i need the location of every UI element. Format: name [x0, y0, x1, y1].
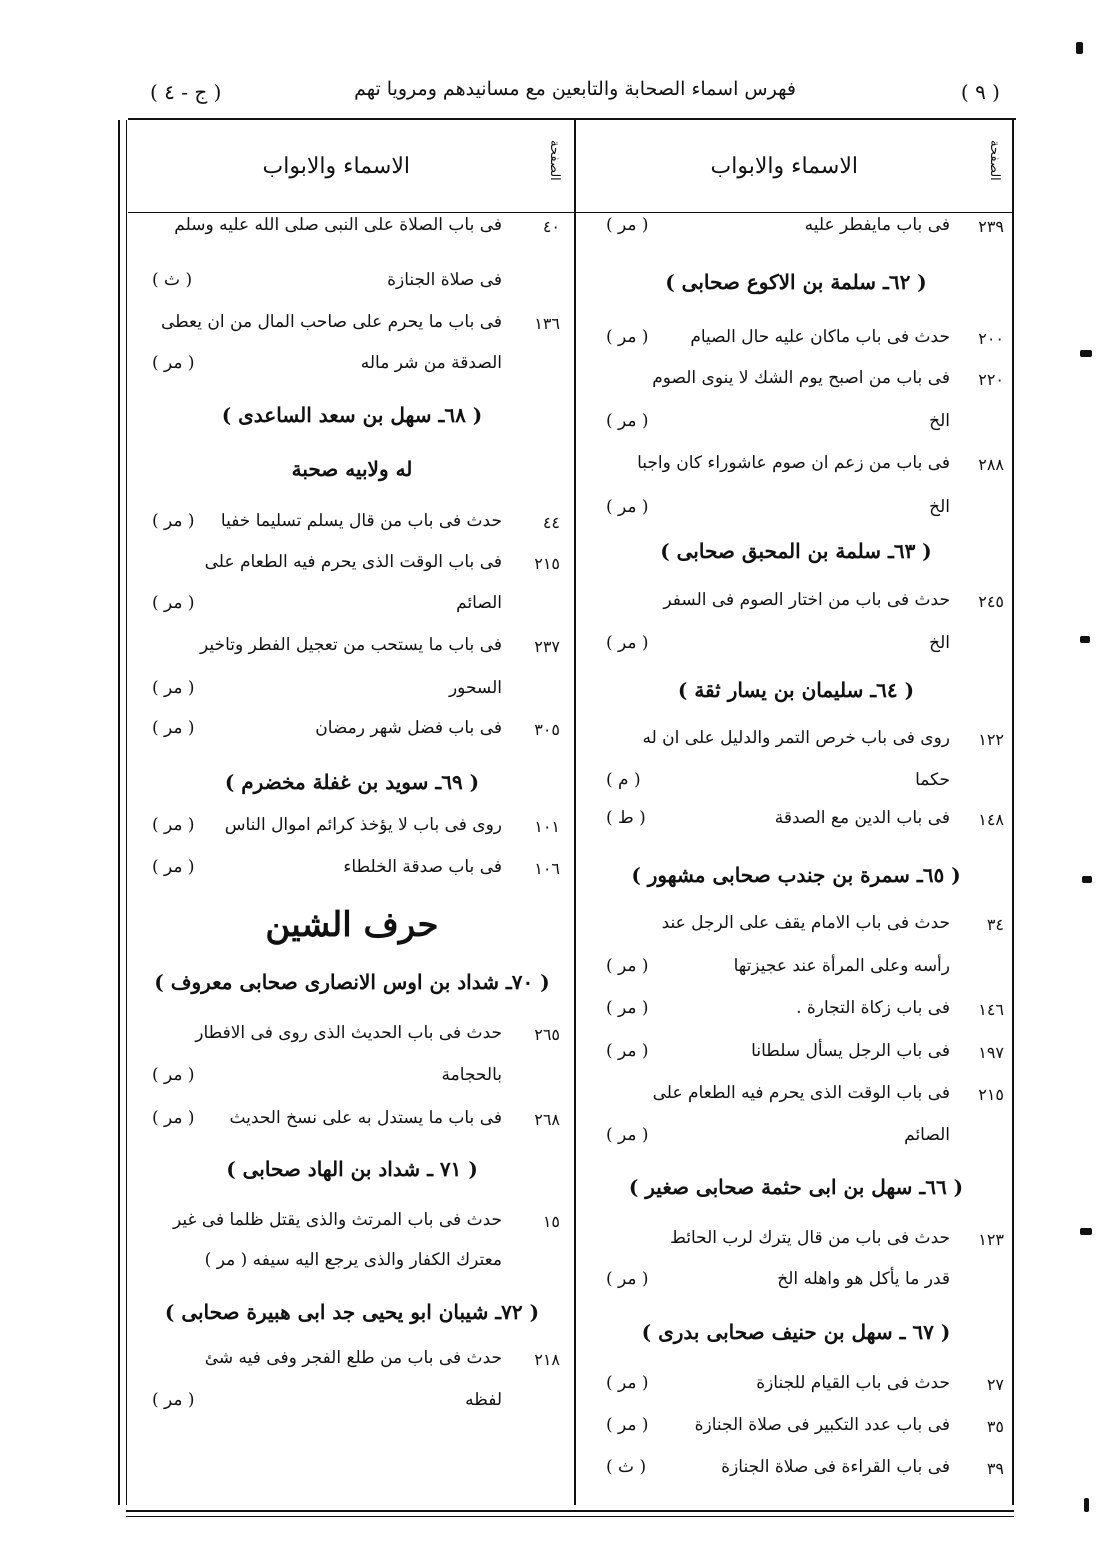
- source-tag: ( مر ): [152, 678, 195, 698]
- index-entry-continuation: [130, 678, 574, 708]
- entry-text: فى باب ما يستدل به على نسخ الحديث: [229, 1108, 502, 1128]
- section-title: ( ٦٥ـ سمرة بن جندب صحابى مشهور ): [631, 863, 961, 887]
- index-entry: [580, 453, 1012, 483]
- page-ref: ٢٤٥: [978, 592, 1004, 611]
- index-entry: [580, 215, 1012, 245]
- entry-text: فى باب القراءة فى صلاة الجنازة: [721, 1457, 950, 1477]
- page-ref: ٣٥: [986, 1417, 1004, 1436]
- entry-text: روى فى باب خرص التمر والدليل على ان له: [642, 728, 950, 748]
- index-entry: [130, 857, 574, 887]
- section-heading: [130, 970, 574, 1000]
- source-tag: ( ط ): [606, 808, 646, 828]
- entry-text: فى باب زكاة التجارة .: [796, 998, 950, 1018]
- index-entry: [580, 1415, 1012, 1445]
- column-title: الاسماء والابواب: [710, 154, 858, 179]
- source-tag: ( مر ): [606, 633, 649, 653]
- center-divider: [574, 120, 576, 1505]
- index-entry: [580, 998, 1012, 1028]
- letter-title: حرف الشين: [265, 905, 439, 945]
- source-tag: ( مر ): [152, 815, 195, 835]
- entry-text: الخ: [929, 497, 950, 517]
- page-ref: ٢٠٠: [978, 329, 1004, 348]
- index-entry-continuation: [130, 270, 574, 300]
- source-tag: ( مر ): [152, 718, 195, 738]
- index-entry: [130, 1023, 574, 1053]
- index-entry: [580, 1083, 1012, 1113]
- section-title: ( ٦٦ـ سهل بن ابى حثمة صحابى صغير ): [628, 1175, 964, 1199]
- index-entry: [130, 552, 574, 582]
- entry-text: قدر ما يأكل هو واهله الخ: [777, 1269, 950, 1289]
- left-border: [118, 120, 120, 1505]
- source-tag: ( مر ): [606, 1125, 649, 1145]
- bottom-rule-thin: [126, 1516, 1014, 1517]
- column-title: الاسماء والابواب: [262, 154, 410, 179]
- section-heading: [580, 863, 1012, 893]
- section-title: له ولابيه صحبة: [291, 457, 413, 481]
- page-ref: ٢٨٨: [978, 455, 1004, 474]
- page-number: ( ٩ ): [960, 80, 1000, 104]
- index-entry: [130, 718, 574, 748]
- page-ref: ٢١٨: [534, 1350, 560, 1369]
- source-tag: ( مر ): [606, 1373, 649, 1393]
- section-heading: [130, 1157, 574, 1187]
- left-border-inner: [126, 120, 127, 1505]
- source-tag: ( مر ): [152, 511, 195, 531]
- page-ref: ٢٣٧: [534, 637, 560, 656]
- page-ref: ١٢٢: [978, 730, 1004, 749]
- index-entry-continuation: [130, 1390, 574, 1420]
- section-heading: [130, 457, 574, 487]
- index-entry-continuation: [130, 593, 574, 623]
- entry-text: فى باب من اصبح يوم الشك لا ينوى الصوم: [652, 368, 950, 388]
- source-tag: ( مر ): [152, 1390, 195, 1410]
- source-tag: ( مر ): [606, 327, 649, 347]
- section-title: ( ٧١ ـ شداد بن الهاد صحابى ): [226, 1157, 478, 1181]
- entry-text: حدث فى باب من قال يترك لرب الحائط: [670, 1228, 950, 1248]
- page-ref: ٢٦٨: [534, 1110, 560, 1129]
- page-ref: ٣٠٥: [534, 720, 560, 739]
- index-entry: [130, 635, 574, 665]
- index-entry: [580, 368, 1012, 398]
- header-rule: [128, 212, 1012, 213]
- entry-text: فى باب مايفطر عليه: [804, 215, 950, 235]
- source-tag: ( ث ): [606, 1457, 647, 1477]
- entry-text: فى باب فضل شهر رمضان: [315, 718, 502, 738]
- entry-text: روى فى باب لا يؤخذ كرائم اموال الناس: [224, 815, 502, 835]
- page-ref: ٣٤: [986, 915, 1004, 934]
- index-entry: [130, 815, 574, 845]
- entry-text: رأسه وعلى المرأة عند عجيزتها: [733, 956, 950, 976]
- index-entry: [580, 327, 1012, 357]
- entry-text: فى باب الدين مع الصدقة: [774, 808, 950, 828]
- page-ref: ١٤٨: [978, 810, 1004, 829]
- entry-text: السحور: [448, 678, 502, 698]
- index-entry-continuation: [130, 1065, 574, 1095]
- section-title: ( ٧٢ـ شيبان ابو يحيى جد ابى هبيرة صحابى ): [164, 1300, 540, 1324]
- page-col-label: الصفحة: [987, 140, 1002, 181]
- entry-text: فى باب صدقة الخلطاء: [343, 857, 502, 877]
- source-tag: ( مر ): [606, 497, 649, 517]
- section-heading: [130, 403, 574, 433]
- entry-text: فى باب ما يستحب من تعجيل الفطر وتاخير: [200, 635, 502, 655]
- section-title: ( ٦٢ـ سلمة بن الاكوع صحابى ): [665, 270, 927, 294]
- page-col-label: الصفحة: [547, 140, 562, 181]
- entry-text: حكما: [915, 770, 950, 790]
- entry-text: معترك الكفار والذى يرجع اليه سيفه ( مر ): [204, 1250, 502, 1270]
- page-ref: ٢٦٥: [534, 1025, 560, 1044]
- left-column-heading: [130, 140, 570, 200]
- entry-text: حدث فى باب من طلع الفجر وفى فيه شئ: [204, 1348, 502, 1368]
- page-ref: ٢٣٩: [978, 217, 1004, 236]
- right-column-heading: [580, 140, 1008, 200]
- section-heading: [580, 270, 1012, 300]
- source-tag: ( مر ): [152, 593, 195, 613]
- index-entry-continuation: [580, 411, 1012, 441]
- page-ref: ٢٢٠: [978, 370, 1004, 389]
- section-heading: [580, 1175, 1012, 1205]
- margin-mark: [1082, 876, 1092, 883]
- index-entry: [580, 808, 1012, 838]
- index-entry-continuation: [580, 1125, 1012, 1155]
- section-title: ( ٦٣ـ سلمة بن المحبق صحابى ): [660, 539, 932, 563]
- index-entry: [580, 1373, 1012, 1403]
- entry-text: فى باب الرجل يسأل سلطانا: [751, 1041, 950, 1061]
- page-header: [150, 72, 1000, 112]
- source-tag: ( مر ): [606, 1041, 649, 1061]
- entry-text: حدث فى باب من قال يسلم تسليما خفيا: [220, 511, 502, 531]
- index-entry: [130, 1108, 574, 1138]
- source-tag: ( مر ): [152, 353, 195, 373]
- section-title: ( ٦٩ـ سويد بن غفلة مخضرم ): [224, 770, 480, 794]
- section-heading: [580, 1320, 1012, 1350]
- index-entry: [130, 1210, 574, 1240]
- top-rule: [128, 118, 1016, 120]
- source-tag: ( مر ): [606, 215, 649, 235]
- index-entry-continuation: [580, 497, 1012, 527]
- index-entry: [580, 1457, 1012, 1487]
- entry-text: فى باب عدد التكبير فى صلاة الجنازة: [694, 1415, 950, 1435]
- entry-text: الصائم: [904, 1125, 950, 1145]
- section-heading: [580, 678, 1012, 708]
- source-tag: ( مر ): [606, 1415, 649, 1435]
- index-entry: [130, 312, 574, 342]
- source-tag: ( مر ): [152, 1065, 195, 1085]
- source-tag: ( مر ): [152, 857, 195, 877]
- source-tag: ( مر ): [606, 956, 649, 976]
- entry-text: فى صلاة الجنازة: [387, 270, 502, 290]
- entry-text: حدث فى باب الامام يقف على الرجل عند: [661, 913, 950, 933]
- letter-heading: [130, 905, 574, 953]
- index-entry-continuation: [580, 633, 1012, 663]
- index-entry-continuation: [580, 956, 1012, 986]
- entry-text: الصدقة من شر ماله: [360, 353, 502, 373]
- entry-text: الصائم: [456, 593, 502, 613]
- index-entry: [130, 1348, 574, 1378]
- page-ref: ١٠١: [534, 817, 560, 836]
- section-heading: [580, 539, 1012, 569]
- section-heading: [130, 1300, 574, 1330]
- source-tag: ( ث ): [152, 270, 193, 290]
- volume-label: ( ج - ٤ ): [150, 80, 222, 104]
- source-tag: ( مر ): [606, 411, 649, 431]
- entry-text: الخ: [929, 411, 950, 431]
- source-tag: ( م ): [606, 770, 641, 790]
- page-ref: ٣٩: [986, 1459, 1004, 1478]
- entry-text: حدث فى باب القيام للجنازة: [756, 1373, 950, 1393]
- section-heading: [130, 770, 574, 800]
- source-tag: ( مر ): [606, 998, 649, 1018]
- margin-mark: [1080, 1228, 1092, 1235]
- entry-text: الخ: [929, 633, 950, 653]
- margin-mark: [1080, 350, 1092, 357]
- entry-text: فى باب من زعم ان صوم عاشوراء كان واجبا: [637, 453, 950, 473]
- right-border: [1012, 120, 1014, 1505]
- page-ref: ١٤٦: [978, 1000, 1004, 1019]
- section-title: ( ٦٧ ـ سهل بن حنيف صحابى بدرى ): [641, 1320, 951, 1344]
- index-entry-continuation: [130, 353, 574, 383]
- source-tag: ( مر ): [606, 1269, 649, 1289]
- entry-text: لفظه: [465, 1390, 502, 1410]
- entry-text: فى باب الصلاة على النبى صلى الله عليه وسلم: [174, 215, 502, 235]
- page-ref: ٤٤: [542, 513, 560, 532]
- index-entry: [580, 728, 1012, 758]
- page-ref: ٢١٥: [978, 1085, 1004, 1104]
- page-ref: ٤٠: [542, 217, 560, 236]
- page-ref: ١٠٦: [534, 859, 560, 878]
- entry-text: حدث فى باب الحديث الذى روى فى الافطار: [195, 1023, 502, 1043]
- index-entry: [580, 590, 1012, 620]
- index-entry-continuation: [580, 770, 1012, 800]
- entry-text: بالحجامة: [441, 1065, 502, 1085]
- page-ref: ١٢٣: [978, 1230, 1004, 1249]
- page-ref: ١٥: [542, 1212, 560, 1231]
- page-ref: ١٩٧: [978, 1043, 1004, 1062]
- margin-mark: [1076, 42, 1083, 54]
- index-entry-continuation: [130, 1250, 574, 1280]
- section-title: ( ٦٨ـ سهل بن سعد الساعدى ): [221, 403, 483, 427]
- running-title: فهرس اسماء الصحابة والتابعين مع مسانيدهم ومرويا تهم: [354, 78, 796, 100]
- index-entry: [130, 511, 574, 541]
- index-entry: [130, 215, 574, 245]
- entry-text: حدث فى باب من اختار الصوم فى السفر: [663, 590, 950, 610]
- page-ref: ١٣٦: [534, 314, 560, 333]
- section-title: ( ٧٠ـ شداد بن اوس الانصارى صحابى معروف ): [154, 970, 550, 994]
- index-entry: [580, 1228, 1012, 1258]
- index-entry-continuation: [580, 1269, 1012, 1299]
- entry-text: حدث فى باب ماكان عليه حال الصيام: [690, 327, 950, 347]
- entry-text: حدث فى باب المرتث والذى يقتل ظلما فى غير: [173, 1210, 502, 1230]
- index-entry: [580, 913, 1012, 943]
- left-column: [130, 215, 574, 1505]
- margin-mark: [1080, 636, 1090, 643]
- right-column: [580, 215, 1012, 1505]
- index-entry: [580, 1041, 1012, 1071]
- section-title: ( ٦٤ـ سليمان بن يسار ثقة ): [677, 678, 915, 702]
- page-ref: ٢٧: [986, 1375, 1004, 1394]
- entry-text: فى باب الوقت الذى يحرم فيه الطعام على: [204, 552, 502, 572]
- entry-text: فى باب الوقت الذى يحرم فيه الطعام على: [652, 1083, 950, 1103]
- bottom-rule: [126, 1510, 1014, 1512]
- source-tag: ( مر ): [152, 1108, 195, 1128]
- margin-mark: [1084, 1498, 1089, 1512]
- entry-text: فى باب ما يحرم على صاحب المال من ان يعطى: [160, 312, 502, 332]
- page-ref: ٢١٥: [534, 554, 560, 573]
